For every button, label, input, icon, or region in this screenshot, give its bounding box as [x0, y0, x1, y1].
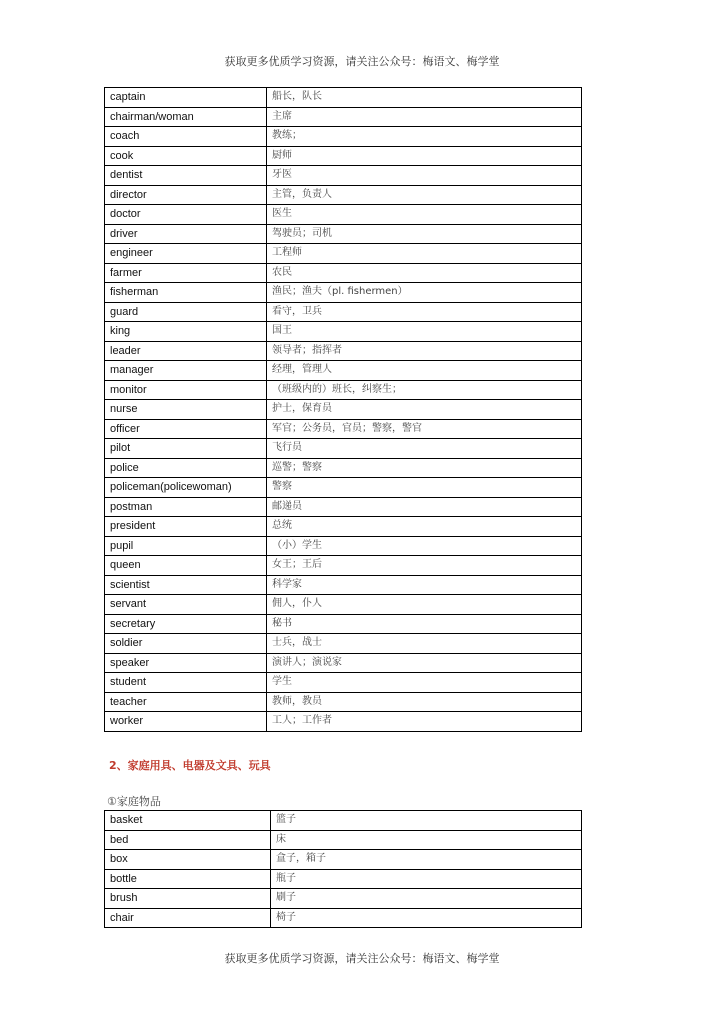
word-cell: policeman(policewoman) [105, 478, 267, 498]
table-row [105, 400, 582, 420]
word-cell: doctor [105, 205, 267, 225]
table-row [105, 478, 582, 498]
meaning-cell: 教练； [267, 127, 582, 147]
meaning-cell: 飞行员 [267, 439, 582, 459]
word-cell: officer [105, 419, 267, 439]
page-header: 获取更多优质学习资源，请关注公众号：梅语文、梅学堂 [224, 55, 500, 68]
word-cell: speaker [105, 653, 267, 673]
word-cell: pilot [105, 439, 267, 459]
word-cell: soldier [105, 634, 267, 654]
meaning-cell: 盒子，箱子 [271, 850, 582, 870]
meaning-cell: 篮子 [271, 811, 582, 831]
word-cell: chair [105, 908, 271, 928]
word-cell: basket [105, 811, 271, 831]
meaning-cell: 邮递员 [267, 497, 582, 517]
meaning-cell: 巡警；警察 [267, 458, 582, 478]
table-row [105, 908, 582, 928]
table-row [105, 341, 582, 361]
table-row [105, 811, 582, 831]
meaning-cell: 护士，保育员 [267, 400, 582, 420]
meaning-cell: 警察 [267, 478, 582, 498]
meaning-cell: 领导者；指挥者 [267, 341, 582, 361]
vocab-table-occupations [104, 87, 582, 732]
word-cell: king [105, 322, 267, 342]
meaning-cell: 女王；王后 [267, 556, 582, 576]
table-row [105, 653, 582, 673]
word-cell: servant [105, 595, 267, 615]
table-row [105, 244, 582, 264]
table-row [105, 419, 582, 439]
meaning-cell: 工程师 [267, 244, 582, 264]
word-cell: cook [105, 146, 267, 166]
meaning-cell: 看守，卫兵 [267, 302, 582, 322]
word-cell: fisherman [105, 283, 267, 303]
word-cell: leader [105, 341, 267, 361]
meaning-cell: 牙医 [267, 166, 582, 186]
meaning-cell: 椅子 [271, 908, 582, 928]
table-row [105, 166, 582, 186]
word-cell: bed [105, 830, 271, 850]
word-cell: queen [105, 556, 267, 576]
table-row [105, 517, 582, 537]
table-row [105, 458, 582, 478]
table-row [105, 185, 582, 205]
word-cell: captain [105, 88, 267, 108]
section-heading: 2、家庭用具、电器及文具、玩具 [109, 759, 271, 772]
table-row [105, 302, 582, 322]
table-row [105, 146, 582, 166]
meaning-cell: 学生 [267, 673, 582, 693]
word-cell: police [105, 458, 267, 478]
meaning-cell: 士兵，战士 [267, 634, 582, 654]
table-row [105, 439, 582, 459]
table-row [105, 575, 582, 595]
word-cell: coach [105, 127, 267, 147]
table-row [105, 536, 582, 556]
meaning-cell: 主管，负责人 [267, 185, 582, 205]
table-row [105, 361, 582, 381]
meaning-cell: 佣人，仆人 [267, 595, 582, 615]
table-row [105, 88, 582, 108]
meaning-cell: 船长，队长 [267, 88, 582, 108]
meaning-cell: 刷子 [271, 889, 582, 909]
meaning-cell: 工人；工作者 [267, 712, 582, 732]
table-row [105, 380, 582, 400]
table-row [105, 283, 582, 303]
table-row [105, 869, 582, 889]
meaning-cell: 主席 [267, 107, 582, 127]
word-cell: postman [105, 497, 267, 517]
word-cell: secretary [105, 614, 267, 634]
word-cell: teacher [105, 692, 267, 712]
meaning-cell: 床 [271, 830, 582, 850]
word-cell: guard [105, 302, 267, 322]
subsection-heading: ①家庭物品 [107, 795, 161, 808]
table-row [105, 614, 582, 634]
word-cell: engineer [105, 244, 267, 264]
table-row [105, 692, 582, 712]
table-row [105, 205, 582, 225]
table-row [105, 634, 582, 654]
meaning-cell: 国王 [267, 322, 582, 342]
word-cell: brush [105, 889, 271, 909]
word-cell: pupil [105, 536, 267, 556]
word-cell: bottle [105, 869, 271, 889]
table-row [105, 127, 582, 147]
table-row [105, 850, 582, 870]
table-row [105, 322, 582, 342]
table-row [105, 595, 582, 615]
meaning-cell: （小）学生 [267, 536, 582, 556]
word-cell: dentist [105, 166, 267, 186]
word-cell: worker [105, 712, 267, 732]
meaning-cell: 演讲人；演说家 [267, 653, 582, 673]
meaning-cell: 科学家 [267, 575, 582, 595]
meaning-cell: 医生 [267, 205, 582, 225]
meaning-cell: 农民 [267, 263, 582, 283]
meaning-cell: 秘书 [267, 614, 582, 634]
table-row [105, 673, 582, 693]
meaning-cell: 军官；公务员，官员；警察，警官 [267, 419, 582, 439]
word-cell: student [105, 673, 267, 693]
meaning-cell: 经理，管理人 [267, 361, 582, 381]
meaning-cell: 瓶子 [271, 869, 582, 889]
table-row [105, 830, 582, 850]
meaning-cell: 渔民；渔夫（pl. fishermen） [267, 283, 582, 303]
page-footer: 获取更多优质学习资源，请关注公众号：梅语文、梅学堂 [224, 952, 500, 965]
word-cell: farmer [105, 263, 267, 283]
word-cell: president [105, 517, 267, 537]
table-row [105, 712, 582, 732]
word-cell: nurse [105, 400, 267, 420]
meaning-cell: 驾驶员；司机 [267, 224, 582, 244]
table-row [105, 889, 582, 909]
table-row [105, 263, 582, 283]
word-cell: box [105, 850, 271, 870]
word-cell: chairman/woman [105, 107, 267, 127]
table-row [105, 556, 582, 576]
word-cell: monitor [105, 380, 267, 400]
meaning-cell: 总统 [267, 517, 582, 537]
vocab-table-household [104, 810, 582, 928]
word-cell: scientist [105, 575, 267, 595]
meaning-cell: 厨师 [267, 146, 582, 166]
word-cell: driver [105, 224, 267, 244]
table-row [105, 107, 582, 127]
word-cell: director [105, 185, 267, 205]
word-cell: manager [105, 361, 267, 381]
meaning-cell: （班级内的）班长，纠察生； [267, 380, 582, 400]
table-row [105, 224, 582, 244]
table-row [105, 497, 582, 517]
meaning-cell: 教师，教员 [267, 692, 582, 712]
